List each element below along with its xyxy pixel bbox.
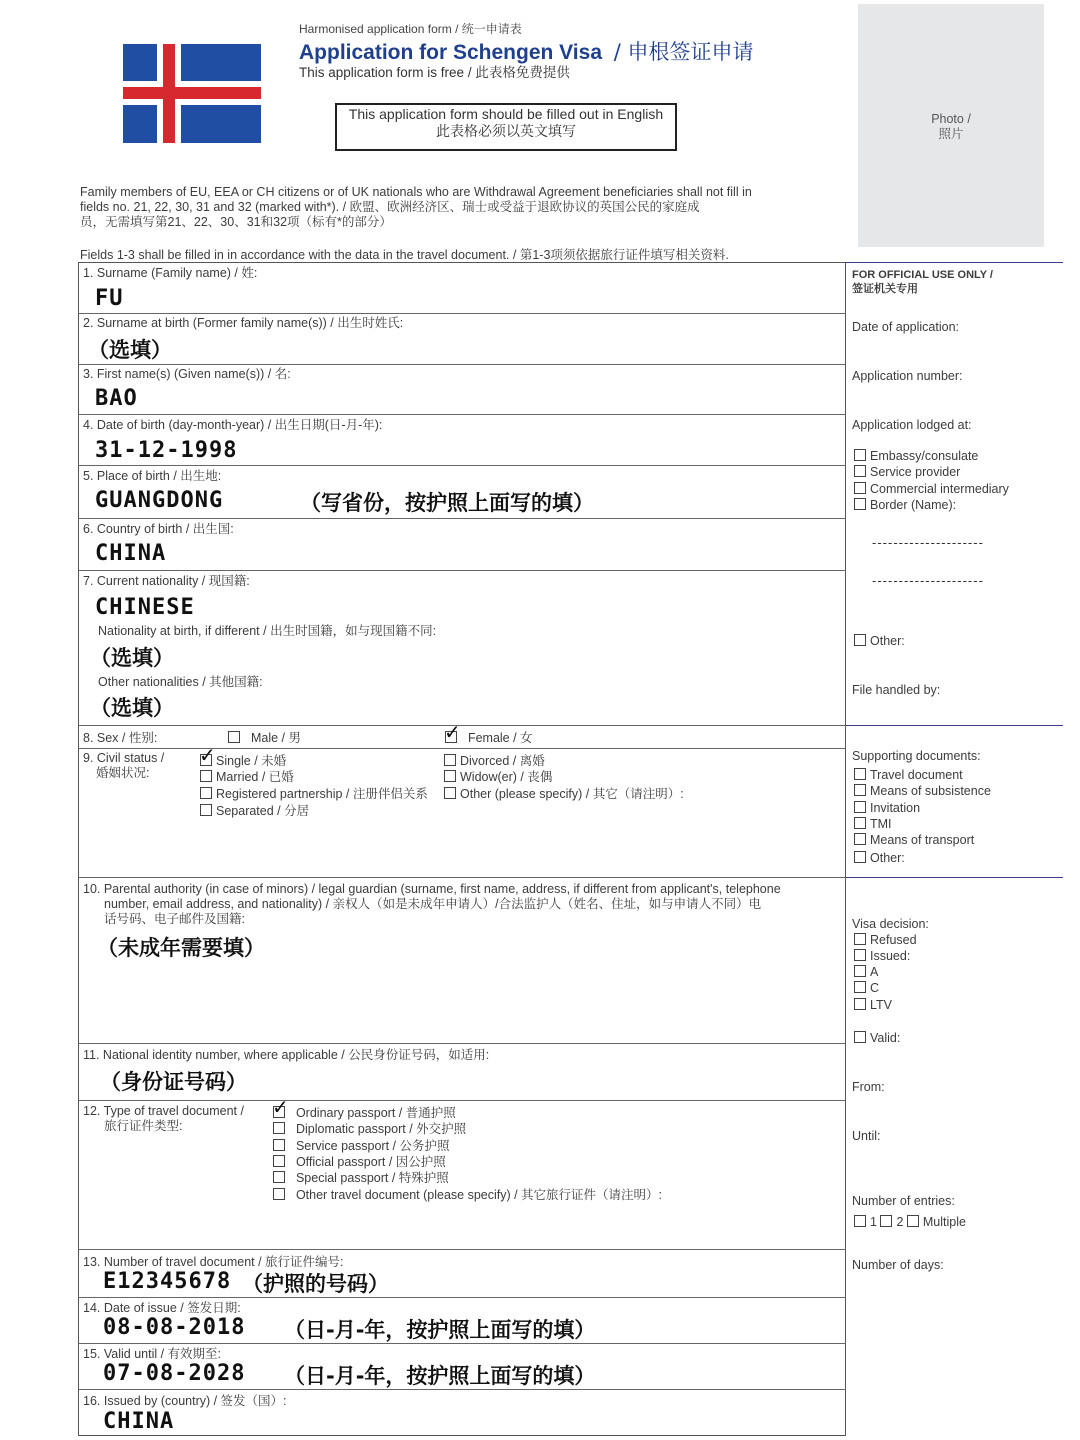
other-travel-doc-option[interactable]: Other travel document (please specify) / 其它旅行证件（请注明）: [273, 1188, 662, 1203]
valid-until-note: （日-月-年，按护照上面写的填） [284, 1364, 596, 1388]
embassy-option[interactable]: Embassy/consulate [854, 449, 978, 464]
refused-option[interactable]: Refused [854, 933, 917, 948]
ordinary-passport-checkbox[interactable] [272, 1097, 289, 1119]
date-of-issue-label: 14. Date of issue / 签发日期: [83, 1301, 241, 1315]
sex-female-option[interactable]: ✓ Female / 女 [444, 722, 533, 745]
place-of-birth-value[interactable]: GUANGDONG [95, 488, 224, 513]
checkmark-icon: ✓ [272, 1097, 289, 1119]
commercial-intermediary-checkbox[interactable] [854, 482, 866, 494]
fields-1-3-notice: Fields 1-3 shall be filled in in accordance with the data in the travel document. / 第1-3项须依据旅行证件填写相关资料. [80, 248, 729, 262]
official-passport-checkbox[interactable] [273, 1155, 285, 1167]
file-handled-by: File handled by: [852, 683, 941, 697]
national-id-label: 11. National identity number, where applicable / 公民身份证号码，如适用: [83, 1048, 490, 1062]
place-of-birth-label: 5. Place of birth / 出生地: [83, 469, 222, 483]
travel-document-option[interactable]: Travel document [854, 768, 963, 783]
special-passport-checkbox[interactable] [273, 1171, 285, 1183]
other-nationalities-value[interactable]: （选填） [90, 696, 174, 720]
country-of-birth-value[interactable]: CHINA [95, 541, 167, 566]
issued-by-label: 16. Issued by (country) / 签发（国）: [83, 1394, 287, 1408]
civil-status-label: 9. Civil status / 婚姻状况: [83, 751, 165, 780]
iceland-flag [123, 44, 261, 143]
civil-separated-option[interactable]: Separated / 分居 [200, 804, 309, 819]
subsistence-option[interactable]: Means of subsistence [854, 784, 991, 799]
married-checkbox[interactable] [200, 770, 212, 782]
free-form-label: This application form is free / 此表格免费提供 [299, 65, 570, 80]
entries-2-checkbox[interactable] [880, 1215, 892, 1227]
separated-checkbox[interactable] [200, 804, 212, 816]
valid-from: From: [852, 1080, 885, 1094]
diplomatic-passport-option[interactable]: Diplomatic passport / 外交护照 [273, 1122, 466, 1137]
issued-by-value[interactable]: CHINA [103, 1409, 175, 1434]
number-of-entries: Number of entries: [852, 1194, 955, 1208]
photo-placeholder[interactable]: Photo / 照片 [858, 4, 1044, 247]
official-passport-option[interactable]: Official passport / 因公护照 [273, 1155, 446, 1170]
travel-doc-number-note: （护照的号码） [242, 1272, 389, 1296]
service-passport-checkbox[interactable] [273, 1139, 285, 1151]
visa-decision: Visa decision: [852, 917, 929, 931]
travel-document-checkbox[interactable] [854, 768, 866, 780]
lodged-other-checkbox[interactable] [854, 634, 866, 646]
visa-a-option[interactable]: A [854, 965, 878, 980]
place-of-birth-note: （写省份，按护照上面写的填） [300, 491, 594, 515]
supporting-other-option[interactable]: Other: [854, 851, 905, 866]
civil-other-checkbox[interactable] [444, 787, 456, 799]
supporting-documents: Supporting documents: [852, 749, 981, 763]
transport-option[interactable]: Means of transport [854, 833, 974, 848]
surname-at-birth-label: 2. Surname at birth (Former family name(s)) / 出生时姓氏: [83, 316, 404, 330]
surname-at-birth-value[interactable]: （选填） [88, 338, 172, 362]
entries-multiple-checkbox[interactable] [907, 1215, 919, 1227]
visa-c-checkbox[interactable] [854, 981, 866, 993]
civil-single-option[interactable]: ✓ Single / 未婚 [199, 745, 287, 768]
parental-authority-label: 10. Parental authority (in case of minors) / legal guardian (surname, first name, address, if different from applicant's, telephone number, email address, and nationality) / 亲权人（如是未成年申请人）/合法监护人（姓名、住址，如与申请人不同）电 话号码、电子邮件及国籍: [83, 882, 781, 926]
valid-checkbox[interactable] [854, 1031, 866, 1043]
english-notice-box: This application form should be filled out in English 此表格必须以英文填写 [335, 103, 677, 151]
travel-doc-number-value[interactable]: E12345678 [103, 1269, 232, 1294]
lodged-other-option[interactable]: Other: [854, 634, 905, 649]
surname-value[interactable]: FU [95, 286, 124, 311]
issued-checkbox[interactable] [854, 949, 866, 961]
civil-widow-option[interactable]: Widow(er) / 丧偶 [444, 770, 552, 785]
entries-options[interactable]: 1 2 Multiple [854, 1215, 966, 1230]
transport-checkbox[interactable] [854, 833, 866, 845]
border-option[interactable]: Border (Name): [854, 498, 956, 513]
valid-until: Until: [852, 1129, 881, 1143]
first-name-value[interactable]: BAO [95, 386, 138, 411]
visa-ltv-option[interactable]: LTV [854, 998, 892, 1013]
registered-partnership-checkbox[interactable] [200, 787, 212, 799]
parental-authority-value[interactable]: （未成年需要填） [97, 936, 265, 960]
visa-c-option[interactable]: C [854, 981, 879, 996]
service-provider-option[interactable]: Service provider [854, 465, 960, 480]
travel-doc-type-label: 12. Type of travel document / 旅行证件类型: [83, 1104, 244, 1133]
supporting-other-checkbox[interactable] [854, 851, 866, 863]
commercial-intermediary-option[interactable]: Commercial intermediary [854, 482, 1009, 497]
application-number: Application number: [852, 369, 963, 383]
date-of-application: Date of application: [852, 320, 960, 334]
special-passport-option[interactable]: Special passport / 特殊护照 [273, 1171, 449, 1186]
male-checkbox[interactable] [228, 731, 240, 743]
ordinary-passport-option[interactable]: ✓ Ordinary passport / 普通护照 [272, 1097, 456, 1120]
national-id-value[interactable]: （身份证号码） [100, 1070, 247, 1094]
family-members-notice: Family members of EU, EEA or CH citizens or of UK nationals who are Withdrawal Agreement beneficiaries shall not fill in fields no. 21, 22, 30, 31 and 32 (marked with*). / 欧盟、欧洲经济区、瑞士或受益于退欧协议的英国公民的家庭成 员，无需填写第21、22、30、31和32项（标有*的部分） [80, 185, 752, 229]
other-travel-doc-checkbox[interactable] [273, 1188, 285, 1200]
other-nationalities-label: Other nationalities / 其他国籍: [98, 675, 263, 689]
border-checkbox[interactable] [854, 498, 866, 510]
single-checkbox[interactable] [199, 745, 216, 767]
number-of-days: Number of days: [852, 1258, 944, 1272]
refused-checkbox[interactable] [854, 933, 866, 945]
divorced-checkbox[interactable] [444, 754, 456, 766]
nationality-at-birth-value[interactable]: （选填） [90, 646, 174, 670]
travel-doc-number-label: 13. Number of travel document / 旅行证件编号: [83, 1255, 344, 1269]
nationality-at-birth-label: Nationality at birth, if different / 出生时国籍，如与现国籍不同: [98, 624, 437, 638]
civil-divorced-option[interactable]: Divorced / 离婚 [444, 754, 545, 769]
date-of-issue-value[interactable]: 08-08-2018 [103, 1315, 246, 1340]
current-nationality-label: 7. Current nationality / 现国籍: [83, 574, 250, 588]
border-name-line-2: --------------------- [872, 573, 984, 588]
diplomatic-passport-checkbox[interactable] [273, 1122, 285, 1134]
official-use-heading: FOR OFFICIAL USE ONLY / 签证机关专用 [852, 269, 993, 295]
civil-married-option[interactable]: Married / 已婚 [200, 770, 294, 785]
subsistence-checkbox[interactable] [854, 784, 866, 796]
date-of-birth-value[interactable]: 31-12-1998 [95, 438, 238, 463]
current-nationality-value[interactable]: CHINESE [95, 595, 195, 620]
entries-1-checkbox[interactable] [854, 1215, 866, 1227]
civil-registered-option[interactable]: Registered partnership / 注册伴侣关系 [200, 787, 428, 802]
issued-option[interactable]: Issued: [854, 949, 910, 964]
surname-label: 1. Surname (Family name) / 姓: [83, 266, 258, 280]
tmi-option[interactable]: TMI [854, 817, 892, 832]
valid-option[interactable]: Valid: [854, 1031, 900, 1046]
visa-a-checkbox[interactable] [854, 965, 866, 977]
service-passport-option[interactable]: Service passport / 公务护照 [273, 1139, 449, 1154]
invitation-checkbox[interactable] [854, 801, 866, 813]
first-name-label: 3. First name(s) (Given name(s)) / 名: [83, 367, 291, 381]
valid-until-value[interactable]: 07-08-2028 [103, 1361, 246, 1386]
invitation-option[interactable]: Invitation [854, 801, 920, 816]
form-title: Application for Schengen Visa / 申根签证申请 [299, 40, 754, 64]
sex-label: 8. Sex / 性别: [83, 731, 158, 745]
official-top-line [846, 262, 1063, 263]
border-name-line-1: --------------------- [872, 535, 984, 550]
date-of-issue-note: （日-月-年，按护照上面写的填） [284, 1318, 596, 1342]
application-lodged-at: Application lodged at: [852, 418, 972, 432]
embassy-checkbox[interactable] [854, 449, 866, 461]
country-of-birth-label: 6. Country of birth / 出生国: [83, 522, 234, 536]
tmi-checkbox[interactable] [854, 817, 866, 829]
valid-until-label: 15. Valid until / 有效期至: [83, 1347, 222, 1361]
checkmark-icon: ✓ [444, 722, 461, 744]
widow-checkbox[interactable] [444, 770, 456, 782]
visa-ltv-checkbox[interactable] [854, 998, 866, 1010]
sex-male-option[interactable]: Male / 男 [228, 731, 301, 746]
female-checkbox[interactable] [444, 722, 461, 744]
harmonised-form-label: Harmonised application form / 统一申请表 [299, 22, 522, 36]
service-provider-checkbox[interactable] [854, 465, 866, 477]
checkmark-icon: ✓ [199, 745, 216, 767]
civil-other-option[interactable]: Other (please specify) / 其它（请注明）: [444, 787, 684, 802]
date-of-birth-label: 4. Date of birth (day-month-year) / 出生日期(日-月-年): [83, 418, 383, 432]
